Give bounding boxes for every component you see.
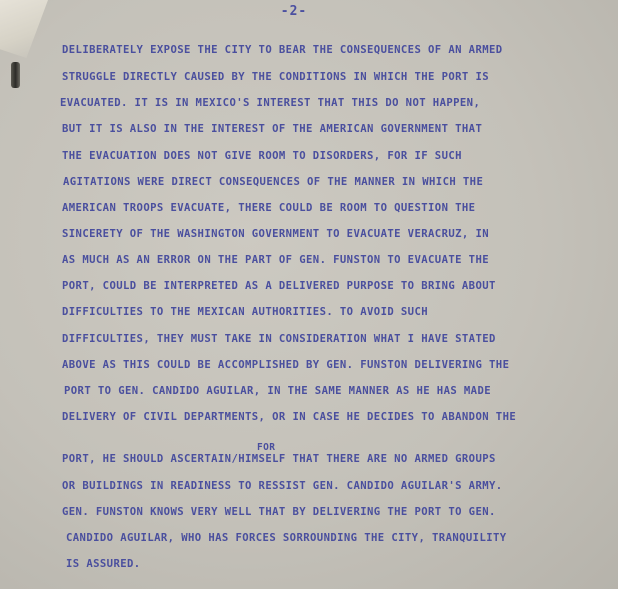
text-line: BUT IT IS ALSO IN THE INTEREST OF THE AMERICAN GOVERNMENT THAT (62, 123, 483, 135)
text-line: DELIVERY OF CIVIL DEPARTMENTS, OR IN CASE HE DECIDES TO ABANDON THE (62, 411, 517, 423)
text-line: EVACUATED. IT IS IN MEXICO'S INTEREST THAT THIS DO NOT HAPPEN, (60, 97, 481, 109)
text-line: DIFFICULTIES TO THE MEXICAN AUTHORITIES. TO AVOID SUCH (62, 306, 429, 318)
text-line: PORT, COULD BE INTERPRETED AS A DELIVERED PURPOSE TO BRING ABOUT (62, 280, 496, 292)
text-line: AGITATIONS WERE DIRECT CONSEQUENCES OF THE MANNER IN WHICH THE (63, 176, 484, 188)
text-line: SINCERETY OF THE WASHINGTON GOVERNMENT TO EVACUATE VERACRUZ, IN (62, 228, 490, 240)
text-line: THE EVACUATION DOES NOT GIVE ROOM TO DISORDERS, FOR IF SUCH (62, 150, 462, 162)
text-line: GEN. FUNSTON KNOWS VERY WELL THAT BY DELIVERING THE PORT TO GEN. (62, 506, 496, 518)
text-line: ABOVE AS THIS COULD BE ACCOMPLISHED BY GEN. FUNSTON DELIVERING THE (62, 359, 510, 371)
page-number: -2- (280, 4, 308, 19)
paper-clip (11, 62, 20, 88)
text-line: IS ASSURED. (66, 558, 141, 570)
inserted-word: FOR (257, 442, 276, 453)
text-line: DELIBERATELY EXPOSE THE CITY TO BEAR THE CONSEQUENCES OF AN ARMED (62, 44, 503, 56)
text-line: CANDIDO AGUILAR, WHO HAS FORCES SORROUNDING THE CITY, TRANQUILITY (66, 532, 507, 544)
text-line: STRUGGLE DIRECTLY CAUSED BY THE CONDITIONS IN WHICH THE PORT IS (62, 71, 490, 83)
text-line: AMERICAN TROOPS EVACUATE, THERE COULD BE ROOM TO QUESTION THE (62, 202, 476, 214)
text-line: OR BUILDINGS IN READINESS TO RESSIST GEN. CANDIDO AGUILAR'S ARMY. (62, 480, 503, 492)
text-line: DIFFICULTIES, THEY MUST TAKE IN CONSIDERATION WHAT I HAVE STATED (62, 333, 496, 345)
text-line: PORT, HE SHOULD ASCERTAIN/HIMSELF THAT THERE ARE NO ARMED GROUPS (62, 453, 496, 465)
text-line: AS MUCH AS AN ERROR ON THE PART OF GEN. FUNSTON TO EVACUATE THE (62, 254, 490, 266)
text-line: PORT TO GEN. CANDIDO AGUILAR, IN THE SAME MANNER AS HE HAS MADE (64, 385, 492, 397)
